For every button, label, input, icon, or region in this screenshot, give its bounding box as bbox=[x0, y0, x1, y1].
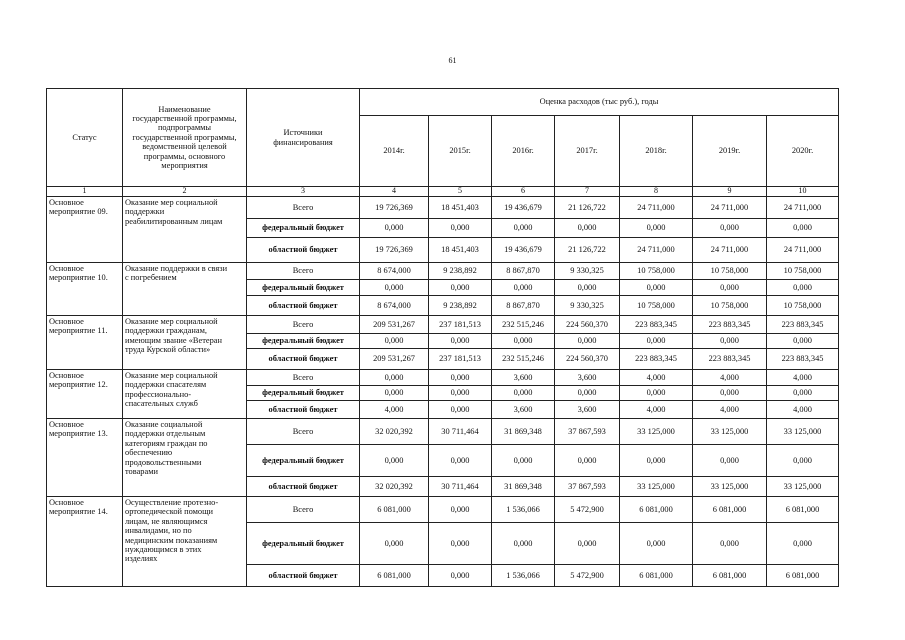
expense-value: 6 081,000 bbox=[693, 565, 767, 587]
expense-value: 32 020,392 bbox=[360, 419, 429, 445]
expense-value: 0,000 bbox=[429, 219, 492, 238]
funding-source: федеральный бюджет bbox=[247, 219, 360, 238]
funding-source: областной бюджет bbox=[247, 238, 360, 263]
funding-source: областной бюджет bbox=[247, 565, 360, 587]
expense-value: 0,000 bbox=[492, 334, 555, 349]
expense-value: 0,000 bbox=[360, 386, 429, 401]
expense-value: 223 883,345 bbox=[693, 349, 767, 370]
expense-value: 24 711,000 bbox=[620, 238, 693, 263]
expense-value: 0,000 bbox=[620, 445, 693, 477]
expense-value: 3,600 bbox=[555, 370, 620, 386]
expense-value: 4,000 bbox=[620, 401, 693, 419]
measure-name: Оказание мер социальной поддержки реабилитированным лицам bbox=[123, 197, 247, 263]
header-year: 2018г. bbox=[620, 116, 693, 187]
expense-value: 0,000 bbox=[767, 445, 839, 477]
column-number: 1 bbox=[47, 187, 123, 197]
expense-value: 8 867,870 bbox=[492, 296, 555, 316]
funding-source: Всего bbox=[247, 419, 360, 445]
expense-value: 0,000 bbox=[693, 386, 767, 401]
expense-value: 24 711,000 bbox=[767, 238, 839, 263]
measure-status: Основное мероприятие 14. bbox=[47, 497, 123, 587]
measure-status: Основное мероприятие 13. bbox=[47, 419, 123, 497]
expense-value: 0,000 bbox=[555, 219, 620, 238]
expense-value: 33 125,000 bbox=[693, 419, 767, 445]
expense-value: 232 515,246 bbox=[492, 316, 555, 334]
expense-value: 4,000 bbox=[360, 401, 429, 419]
expense-value: 33 125,000 bbox=[620, 477, 693, 497]
expense-value: 223 883,345 bbox=[767, 316, 839, 334]
expense-value: 237 181,513 bbox=[429, 349, 492, 370]
funding-source: Всего bbox=[247, 316, 360, 334]
measure-name: Оказание мер социальной поддержки спасателям профессионально- спасательных служб bbox=[123, 370, 247, 419]
expense-value: 223 883,345 bbox=[693, 316, 767, 334]
expense-value: 0,000 bbox=[767, 280, 839, 296]
expense-value: 10 758,000 bbox=[767, 263, 839, 280]
expense-value: 24 711,000 bbox=[620, 197, 693, 219]
header-funding-sources: Источники финансирования bbox=[247, 89, 360, 187]
expense-value: 24 711,000 bbox=[693, 238, 767, 263]
funding-source: Всего bbox=[247, 370, 360, 386]
expense-value: 0,000 bbox=[767, 219, 839, 238]
expense-value: 0,000 bbox=[429, 445, 492, 477]
expense-value: 224 560,370 bbox=[555, 316, 620, 334]
expense-value: 209 531,267 bbox=[360, 349, 429, 370]
measure-name: Осуществление протезно- ортопедической помощи лицам, не являющимся инвалидами, но по медицинским показаниям нуждающимся в этих изделиях bbox=[123, 497, 247, 587]
expense-value: 37 867,593 bbox=[555, 477, 620, 497]
measure-status: Основное мероприятие 10. bbox=[47, 263, 123, 316]
expense-value: 0,000 bbox=[360, 445, 429, 477]
expense-value: 0,000 bbox=[693, 219, 767, 238]
expense-value: 0,000 bbox=[429, 334, 492, 349]
expense-value: 0,000 bbox=[492, 219, 555, 238]
column-number: 6 bbox=[492, 187, 555, 197]
expense-value: 6 081,000 bbox=[767, 565, 839, 587]
expense-value: 21 126,722 bbox=[555, 238, 620, 263]
measure-name: Оказание мер социальной поддержки гражданам, имеющим звание «Ветеран труда Курской области» bbox=[123, 316, 247, 370]
expense-value: 33 125,000 bbox=[620, 419, 693, 445]
expense-value: 0,000 bbox=[620, 386, 693, 401]
expense-value: 0,000 bbox=[492, 445, 555, 477]
header-status: Статус bbox=[47, 89, 123, 187]
measure-name: Оказание социальной поддержки отдельным категориям граждан по обеспечению продовольственными товарами bbox=[123, 419, 247, 497]
expense-value: 0,000 bbox=[492, 280, 555, 296]
expense-value: 24 711,000 bbox=[767, 197, 839, 219]
expense-value: 9 238,892 bbox=[429, 263, 492, 280]
measure-status: Основное мероприятие 12. bbox=[47, 370, 123, 419]
funding-source: федеральный бюджет bbox=[247, 523, 360, 565]
expense-value: 4,000 bbox=[693, 370, 767, 386]
header-year: 2019г. bbox=[693, 116, 767, 187]
header-program-name: Наименование государственной программы, подпрограммы государственной программы, ведомственной целевой программы, основного мероприятия bbox=[123, 89, 247, 187]
expense-value: 18 451,403 bbox=[429, 197, 492, 219]
page-number: 61 bbox=[448, 56, 457, 65]
expense-value: 8 867,870 bbox=[492, 263, 555, 280]
column-number: 9 bbox=[693, 187, 767, 197]
expense-value: 10 758,000 bbox=[620, 263, 693, 280]
measure-status: Основное мероприятие 11. bbox=[47, 316, 123, 370]
expense-value: 0,000 bbox=[693, 445, 767, 477]
expense-value: 33 125,000 bbox=[693, 477, 767, 497]
expense-value: 0,000 bbox=[360, 370, 429, 386]
expense-value: 6 081,000 bbox=[693, 497, 767, 523]
expense-value: 19 436,679 bbox=[492, 197, 555, 219]
column-number: 2 bbox=[123, 187, 247, 197]
expense-value: 4,000 bbox=[620, 370, 693, 386]
expense-value: 0,000 bbox=[429, 401, 492, 419]
expense-value: 10 758,000 bbox=[767, 296, 839, 316]
column-number: 5 bbox=[429, 187, 492, 197]
expense-value: 223 883,345 bbox=[767, 349, 839, 370]
expense-value: 6 081,000 bbox=[767, 497, 839, 523]
table-row bbox=[47, 419, 839, 445]
funding-source: федеральный бюджет bbox=[247, 280, 360, 296]
expense-value: 19 726,369 bbox=[360, 197, 429, 219]
expense-value: 3,600 bbox=[555, 401, 620, 419]
expense-value: 0,000 bbox=[360, 219, 429, 238]
header-year: 2015г. bbox=[429, 116, 492, 187]
expense-value: 4,000 bbox=[767, 370, 839, 386]
expense-value: 0,000 bbox=[429, 565, 492, 587]
expense-value: 1 536,066 bbox=[492, 497, 555, 523]
expense-value: 0,000 bbox=[767, 334, 839, 349]
header-year: 2014г. bbox=[360, 116, 429, 187]
expense-value: 8 674,000 bbox=[360, 296, 429, 316]
expense-value: 6 081,000 bbox=[620, 565, 693, 587]
measure-name: Оказание поддержки в связи с погребением bbox=[123, 263, 247, 316]
funding-source: областной бюджет bbox=[247, 349, 360, 370]
expense-value: 3,600 bbox=[492, 370, 555, 386]
expense-value: 0,000 bbox=[620, 523, 693, 565]
expense-value: 19 436,679 bbox=[492, 238, 555, 263]
expense-value: 0,000 bbox=[555, 445, 620, 477]
expense-value: 30 711,464 bbox=[429, 419, 492, 445]
expense-value: 4,000 bbox=[693, 401, 767, 419]
funding-source: областной бюджет bbox=[247, 401, 360, 419]
table-row bbox=[47, 497, 839, 523]
expense-value: 223 883,345 bbox=[620, 316, 693, 334]
expense-value: 0,000 bbox=[555, 334, 620, 349]
expense-value: 6 081,000 bbox=[360, 565, 429, 587]
expense-value: 0,000 bbox=[693, 280, 767, 296]
expense-value: 31 869,348 bbox=[492, 419, 555, 445]
expense-value: 9 330,325 bbox=[555, 296, 620, 316]
funding-source: областной бюджет bbox=[247, 477, 360, 497]
header-year: 2016г. bbox=[492, 116, 555, 187]
expense-value: 3,600 bbox=[492, 401, 555, 419]
table-row bbox=[47, 316, 839, 334]
funding-source: Всего bbox=[247, 263, 360, 280]
expense-value: 0,000 bbox=[767, 386, 839, 401]
expense-value: 8 674,000 bbox=[360, 263, 429, 280]
column-number: 10 bbox=[767, 187, 839, 197]
expense-value: 0,000 bbox=[620, 334, 693, 349]
expense-value: 32 020,392 bbox=[360, 477, 429, 497]
expense-value: 21 126,722 bbox=[555, 197, 620, 219]
expense-value: 232 515,246 bbox=[492, 349, 555, 370]
expense-value: 0,000 bbox=[492, 386, 555, 401]
expense-value: 18 451,403 bbox=[429, 238, 492, 263]
financing-table bbox=[46, 88, 839, 587]
column-number: 8 bbox=[620, 187, 693, 197]
header-year: 2020г. bbox=[767, 116, 839, 187]
expense-value: 9 330,325 bbox=[555, 263, 620, 280]
expense-value: 31 869,348 bbox=[492, 477, 555, 497]
expense-value: 224 560,370 bbox=[555, 349, 620, 370]
expense-value: 1 536,066 bbox=[492, 565, 555, 587]
expense-value: 0,000 bbox=[693, 334, 767, 349]
expense-value: 5 472,900 bbox=[555, 497, 620, 523]
funding-source: Всего bbox=[247, 197, 360, 219]
expense-value: 0,000 bbox=[429, 280, 492, 296]
expense-value: 223 883,345 bbox=[620, 349, 693, 370]
funding-source: областной бюджет bbox=[247, 296, 360, 316]
funding-source: федеральный бюджет bbox=[247, 334, 360, 349]
expense-value: 5 472,900 bbox=[555, 565, 620, 587]
expense-value: 9 238,892 bbox=[429, 296, 492, 316]
expense-value: 10 758,000 bbox=[693, 263, 767, 280]
expense-value: 0,000 bbox=[693, 523, 767, 565]
expense-value: 4,000 bbox=[767, 401, 839, 419]
table-row bbox=[47, 197, 839, 219]
column-number: 4 bbox=[360, 187, 429, 197]
table-row bbox=[47, 263, 839, 280]
expense-value: 0,000 bbox=[360, 334, 429, 349]
expense-value: 0,000 bbox=[360, 280, 429, 296]
expense-value: 0,000 bbox=[767, 523, 839, 565]
expense-value: 237 181,513 bbox=[429, 316, 492, 334]
expense-value: 0,000 bbox=[555, 523, 620, 565]
column-number: 3 bbox=[247, 187, 360, 197]
expense-value: 0,000 bbox=[429, 523, 492, 565]
expense-value: 19 726,369 bbox=[360, 238, 429, 263]
header-year: 2017г. bbox=[555, 116, 620, 187]
funding-source: федеральный бюджет bbox=[247, 445, 360, 477]
expense-value: 0,000 bbox=[555, 280, 620, 296]
expense-value: 0,000 bbox=[492, 523, 555, 565]
measure-status: Основное мероприятие 09. bbox=[47, 197, 123, 263]
expense-value: 6 081,000 bbox=[620, 497, 693, 523]
header-expense-estimate: Оценка расходов (тыс руб.), годы bbox=[360, 89, 839, 116]
expense-value: 0,000 bbox=[429, 497, 492, 523]
expense-value: 33 125,000 bbox=[767, 419, 839, 445]
expense-value: 24 711,000 bbox=[693, 197, 767, 219]
expense-value: 0,000 bbox=[360, 523, 429, 565]
expense-value: 0,000 bbox=[555, 386, 620, 401]
expense-value: 209 531,267 bbox=[360, 316, 429, 334]
expense-value: 30 711,464 bbox=[429, 477, 492, 497]
expense-value: 10 758,000 bbox=[620, 296, 693, 316]
expense-value: 0,000 bbox=[429, 386, 492, 401]
expense-value: 0,000 bbox=[620, 219, 693, 238]
expense-value: 37 867,593 bbox=[555, 419, 620, 445]
expense-value: 10 758,000 bbox=[693, 296, 767, 316]
column-number: 7 bbox=[555, 187, 620, 197]
expense-value: 0,000 bbox=[429, 370, 492, 386]
funding-source: Всего bbox=[247, 497, 360, 523]
expense-value: 33 125,000 bbox=[767, 477, 839, 497]
expense-value: 0,000 bbox=[620, 280, 693, 296]
expense-value: 6 081,000 bbox=[360, 497, 429, 523]
table-row bbox=[47, 370, 839, 386]
funding-source: федеральный бюджет bbox=[247, 386, 360, 401]
table-body bbox=[47, 197, 839, 587]
